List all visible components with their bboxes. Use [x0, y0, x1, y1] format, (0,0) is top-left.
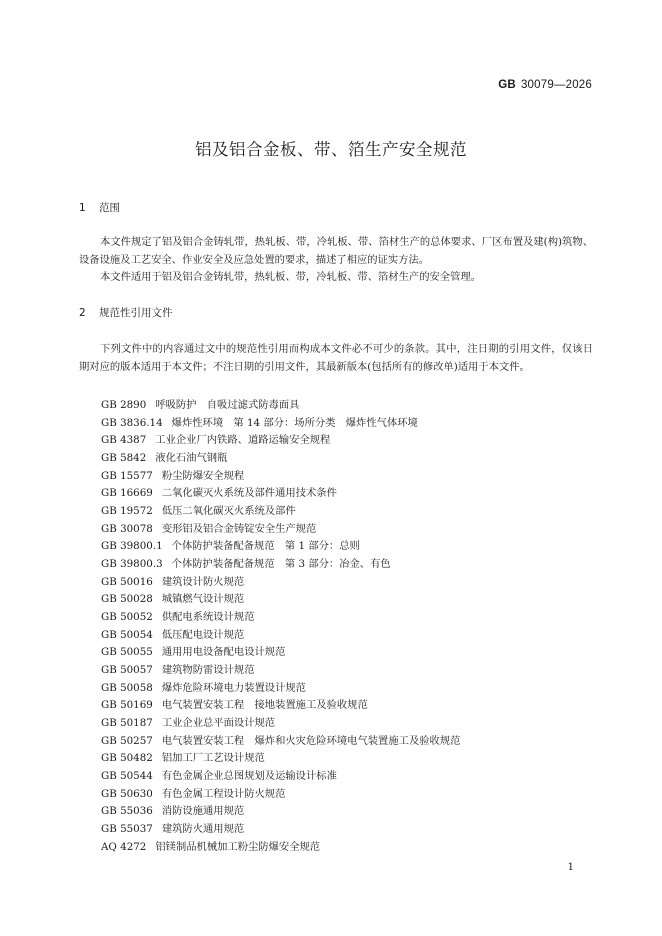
- reference-item: [101, 839, 460, 857]
- reference-title: 爆炸性环境 第 14 部分：场所分类 爆炸性气体环境: [171, 416, 418, 429]
- reference-code: GB 4387: [101, 434, 147, 447]
- reference-item: [101, 397, 460, 415]
- references-intro-paragraph: 下列文件中的内容通过文中的规范性引用而构成本文件必不可少的条款。其中，注日期的引用文件，仅该日期对应的版本适用于本文件；不注日期的引用文件，其最新版本(包括所有的修改单)适用于本文件。: [79, 343, 593, 373]
- reference-code: GB 55036: [101, 805, 153, 818]
- reference-item: [101, 715, 460, 733]
- reference-title: 低压二氧化碳灭火系统及部件: [161, 505, 296, 518]
- reference-code: GB 15577: [101, 469, 153, 482]
- reference-title: 有色金属工程设计防火规范: [161, 787, 286, 800]
- reference-item: [101, 503, 460, 521]
- reference-item: [101, 609, 460, 627]
- reference-title: 电气装置安装工程 爆炸和火灾危险环境电气装置施工及验收规范: [161, 734, 461, 747]
- section-number: 2: [79, 307, 86, 319]
- reference-code: GB 50054: [101, 628, 153, 641]
- reference-title: 铝加工厂工艺设计规范: [161, 752, 265, 765]
- reference-code: GB 39800.3: [101, 558, 163, 571]
- reference-code: GB 50544: [101, 770, 153, 783]
- reference-title: 液化石油气钢瓶: [155, 452, 228, 465]
- reference-item: [101, 803, 460, 821]
- reference-item: [101, 591, 460, 609]
- reference-title: 电气装置安装工程 接地装置施工及验收规范: [161, 699, 368, 712]
- reference-code: GB 55037: [101, 823, 153, 836]
- reference-code: GB 50028: [101, 593, 153, 606]
- reference-item: [101, 521, 460, 539]
- reference-item: [101, 538, 460, 556]
- reference-title: 粉尘防爆安全规程: [161, 469, 245, 482]
- reference-title: 建筑防火通用规范: [161, 823, 245, 836]
- reference-item: [101, 432, 460, 450]
- reference-item: [101, 786, 460, 804]
- reference-title: 个体防护装备配备规范 第 1 部分：总则: [171, 540, 360, 553]
- section-title: 范围: [99, 202, 120, 214]
- reference-code: GB 50482: [101, 752, 153, 765]
- reference-title: 城镇燃气设计规范: [161, 593, 245, 606]
- reference-item: [101, 750, 460, 768]
- document-title: 铝及铝合金板、带、箔生产安全规范: [195, 140, 467, 159]
- reference-title: 建筑物防雷设计规范: [161, 664, 255, 677]
- reference-title: 有色金属企业总图规划及运输设计标准: [161, 770, 337, 783]
- reference-title: 个体防护装备配备规范 第 3 部分：冶金、有色: [171, 558, 391, 571]
- reference-title: 工业企业厂内铁路、道路运输安全规程: [155, 434, 331, 447]
- reference-code: GB 30078: [101, 522, 153, 535]
- reference-title: 二氧化碳灭火系统及部件通用技术条件: [161, 487, 337, 500]
- reference-code: GB 50016: [101, 575, 153, 588]
- reference-code: GB 50057: [101, 664, 153, 677]
- reference-code: GB 50187: [101, 717, 153, 730]
- reference-title: 工业企业总平面设计规范: [161, 717, 276, 730]
- section-title: 规范性引用文件: [99, 307, 173, 319]
- reference-item: [101, 644, 460, 662]
- reference-code: GB 39800.1: [101, 540, 163, 553]
- reference-code: GB 50058: [101, 681, 153, 694]
- scope-paragraph: 本文件适用于铝及铝合金铸轧带，热轧板、带，冷轧板、带、箔材生产的安全管理。: [100, 271, 481, 283]
- reference-code: GB 19572: [101, 505, 153, 518]
- reference-title: 供配电系统设计规范: [161, 611, 255, 624]
- reference-title: 低压配电设计规范: [161, 628, 245, 641]
- standard-prefix: GB: [498, 79, 516, 91]
- reference-title: 爆炸危险环境电力装置设计规范: [161, 681, 306, 694]
- reference-title: 建筑设计防火规范: [161, 575, 245, 588]
- reference-code: GB 50169: [101, 699, 153, 712]
- reference-item: [101, 574, 460, 592]
- reference-item: [101, 821, 460, 839]
- section-heading-normative-references: [79, 305, 173, 320]
- reference-item: [101, 733, 460, 751]
- reference-code: GB 50257: [101, 734, 153, 747]
- reference-title: 铝镁制品机械加工粉尘防爆安全规范: [155, 840, 321, 853]
- reference-code: GB 50630: [101, 787, 153, 800]
- reference-title: 变形铝及铝合金铸锭安全生产规范: [161, 522, 317, 535]
- reference-code: GB 2890: [101, 399, 147, 411]
- page-number: 1: [567, 862, 574, 873]
- reference-code: GB 5842: [101, 452, 147, 465]
- reference-code: GB 16669: [101, 487, 153, 500]
- reference-item: [101, 468, 460, 486]
- section-heading-scope: [79, 200, 120, 215]
- reference-item: [101, 556, 460, 574]
- reference-title: 消防设施通用规范: [161, 805, 245, 818]
- reference-title: 呼吸防护 自吸过滤式防毒面具: [155, 399, 300, 411]
- reference-item: [101, 697, 460, 715]
- reference-item: [101, 662, 460, 680]
- reference-item: [101, 627, 460, 645]
- reference-list: [101, 397, 460, 856]
- reference-code: GB 3836.14: [101, 416, 163, 429]
- section-number: 1: [79, 202, 86, 214]
- reference-item: [101, 450, 460, 468]
- scope-paragraph: 本文件规定了铝及铝合金铸轧带，热轧板、带，冷轧板、带、箔材生产的总体要求、厂区布置及建(构)筑物、设备设施及工艺安全、作业安全及应急处置的要求，描述了相应的证实方法。: [79, 236, 593, 266]
- standard-number: [498, 79, 592, 91]
- reference-item: [101, 768, 460, 786]
- reference-item: [101, 415, 460, 433]
- reference-code: GB 50055: [101, 646, 153, 659]
- reference-item: [101, 485, 460, 503]
- reference-code: GB 50052: [101, 611, 153, 624]
- reference-item: [101, 680, 460, 698]
- reference-title: 通用用电设备配电设计规范: [161, 646, 286, 659]
- reference-code: AQ 4272: [101, 840, 147, 853]
- standard-code: 30079—2026: [520, 79, 592, 91]
